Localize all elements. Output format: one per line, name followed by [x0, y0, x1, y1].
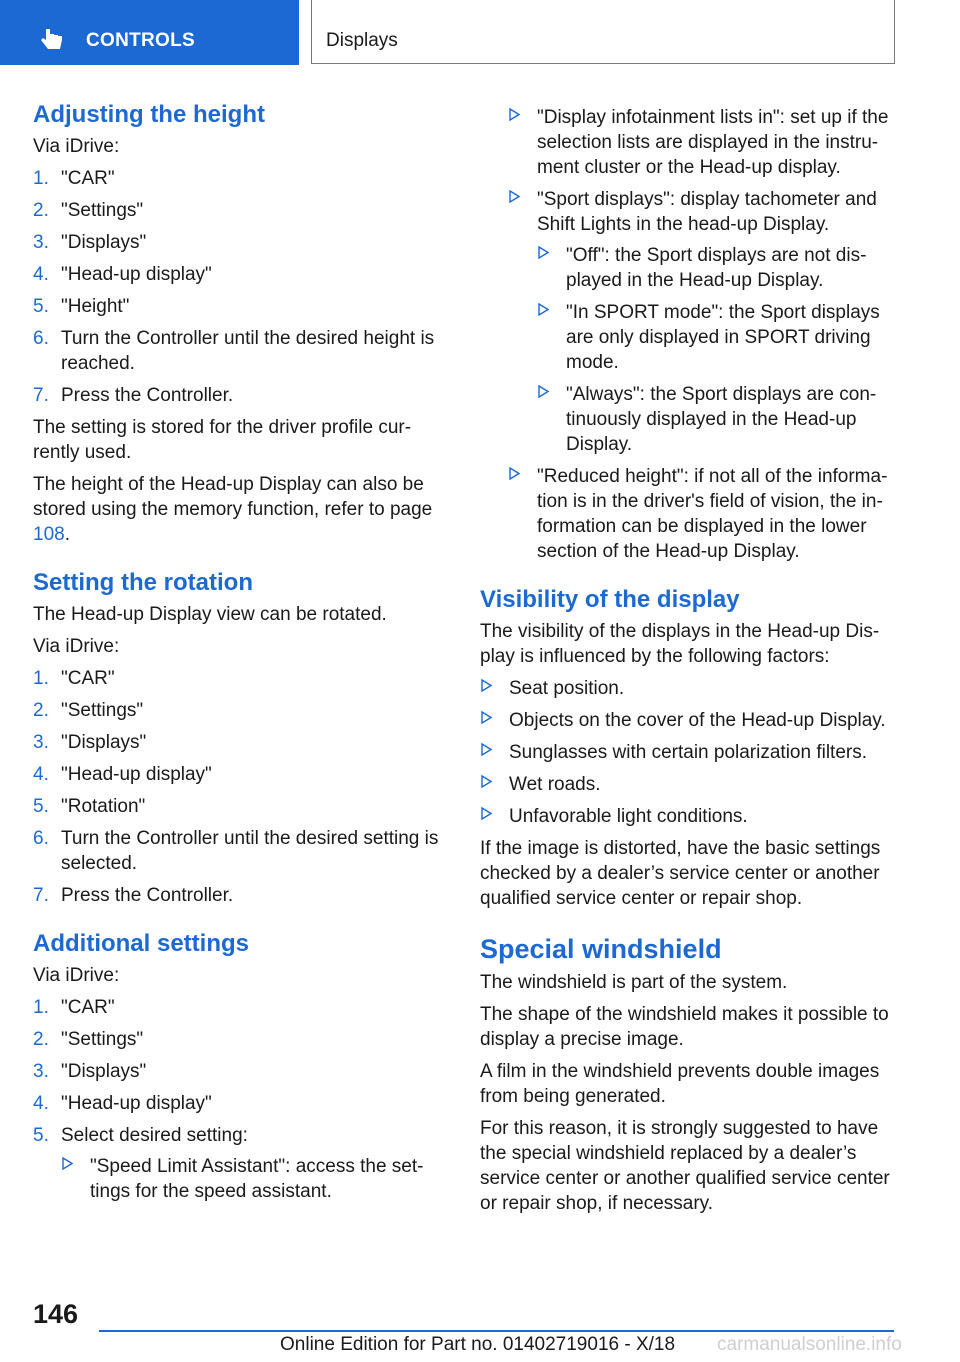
bullet-item: "Speed Limit Assistant": access the set-tings for the speed assistant.	[61, 1154, 453, 1204]
intro-text: Via iDrive:	[33, 636, 120, 657]
bullet-item: Sunglasses with certain polarization filters.	[480, 740, 900, 765]
step-item: 5. Select desired setting: "Speed Limit Assistant": access the set-tings for the speed assistant.	[33, 1123, 453, 1204]
heading-visibility: Visibility of the display	[480, 586, 740, 613]
triangle-bullet-icon	[509, 467, 520, 480]
paragraph: A film in the windshield prevents double images from being generated.	[480, 1061, 880, 1107]
section-label: CONTROLS	[86, 30, 196, 51]
step-item: 7. Press the Controller.	[33, 385, 234, 406]
triangle-bullet-icon	[481, 807, 492, 820]
bullet-item: "Display infotainment lists in": set up if the selection lists are displayed in the instru-ment cluster or the Head-up display.	[508, 105, 900, 180]
step-item: 1. "CAR"	[33, 168, 115, 189]
step-item: 1. "CAR"	[33, 997, 115, 1018]
heading-additional-settings: Additional settings	[33, 930, 249, 957]
step-item: 6. Turn the Controller until the desired setting is selected.	[33, 828, 439, 874]
step-item: 3. "Displays"	[33, 732, 147, 753]
steps-list-rotation	[33, 666, 453, 908]
intro-text: Via iDrive:	[33, 136, 120, 157]
paragraph: For this reason, it is strongly suggested to have the special windshield replaced by a dealer’s service center or another qualified service center or repair shop, if necessary.	[480, 1118, 890, 1214]
heading-setting-rotation: Setting the rotation	[33, 569, 253, 596]
step-item: 4. "Head-up display"	[33, 1093, 212, 1114]
steps-list-additional	[33, 995, 453, 1204]
triangle-bullet-icon	[481, 743, 492, 756]
triangle-bullet-icon	[481, 679, 492, 692]
step-item: 4. "Head-up display"	[33, 264, 212, 285]
visibility-factors-list	[480, 676, 900, 829]
watermark-text: carmanualsonline.info	[717, 1334, 902, 1355]
section-tab	[0, 0, 299, 65]
triangle-bullet-icon	[62, 1157, 73, 1170]
step-item: 7. Press the Controller.	[33, 885, 234, 906]
step-item: 3. "Displays"	[33, 1061, 147, 1082]
hand-pointer-icon	[40, 26, 66, 52]
triangle-bullet-icon	[509, 108, 520, 121]
step-item: 5. "Height"	[33, 296, 130, 317]
setting-options-list-cont	[480, 105, 900, 564]
paragraph: The Head-up Display view can be rotated.	[33, 604, 387, 625]
paragraph: The setting is stored for the driver profile cur-rently used.	[33, 417, 412, 463]
bullet-item: "Reduced height": if not all of the informa-tion is in the driver's field of vision, the in-formation can be displayed in the lower section of the Head-up Display.	[508, 464, 900, 564]
paragraph: The visibility of the displays in the Head-up Dis-play is influenced by the following factors:	[480, 621, 880, 667]
paragraph: The height of the Head-up Display can also be stored using the memory function, refer to page 108.	[33, 474, 433, 545]
intro-text: Via iDrive:	[33, 965, 120, 986]
step-item: 2. "Settings"	[33, 200, 144, 221]
sub-bullet-item: "Always": the Sport displays are con-tinuously displayed in the Head-up Display.	[537, 382, 900, 457]
step-item: 1. "CAR"	[33, 668, 115, 689]
bullet-item: Objects on the cover of the Head-up Display.	[480, 708, 900, 733]
step-item: 4. "Head-up display"	[33, 764, 212, 785]
triangle-bullet-icon	[481, 711, 492, 724]
triangle-bullet-icon	[538, 246, 549, 259]
heading-adjusting-height: Adjusting the height	[33, 101, 265, 128]
paragraph: If the image is distorted, have the basic settings checked by a dealer’s service center or another qualified service center or repair shop.	[480, 838, 881, 909]
steps-list-height	[33, 166, 453, 408]
triangle-bullet-icon	[481, 775, 492, 788]
sub-bullet-item: "Off": the Sport displays are not dis-played in the Head-up Display.	[537, 243, 900, 293]
bullet-item: Seat position.	[480, 676, 900, 701]
step-item: 2. "Settings"	[33, 700, 144, 721]
right-column	[480, 105, 900, 1223]
step-item: 6. Turn the Controller until the desired height is reached.	[33, 328, 435, 374]
page-link[interactable]: 108	[33, 524, 65, 545]
sport-display-options	[537, 243, 900, 457]
paragraph: The shape of the windshield makes it possible to display a precise image.	[480, 1004, 889, 1050]
heading-special-windshield: Special windshield	[480, 934, 722, 964]
chapter-header	[311, 0, 895, 64]
triangle-bullet-icon	[538, 303, 549, 316]
step-item: 2. "Settings"	[33, 1029, 144, 1050]
bullet-item: "Sport displays": display tachometer and Shift Lights in the head-up Display. "Off": the Sport displays are not dis-played in the Head-up Display. "In SPORT mode": the Sport displays are only displayed in SPORT driving mode. "Always": the Sport displays are con-tinuously displayed in the Head-up Display.	[508, 187, 900, 457]
triangle-bullet-icon	[538, 385, 549, 398]
page-number: 146	[33, 1299, 79, 1329]
setting-options-list	[61, 1154, 453, 1204]
left-column	[33, 100, 453, 1211]
paragraph: The windshield is part of the system.	[480, 972, 788, 993]
edition-text: Online Edition for Part no. 01402719016 - X/18	[280, 1334, 676, 1355]
bullet-item: Unfavorable light conditions.	[480, 804, 900, 829]
footer-divider	[99, 1330, 894, 1332]
step-item: 3. "Displays"	[33, 232, 147, 253]
triangle-bullet-icon	[509, 190, 520, 203]
chapter-title: Displays	[326, 30, 398, 51]
bullet-item: Wet roads.	[480, 772, 900, 797]
sub-bullet-item: "In SPORT mode": the Sport displays are only displayed in SPORT driving mode.	[537, 300, 900, 375]
step-item: 5. "Rotation"	[33, 796, 146, 817]
